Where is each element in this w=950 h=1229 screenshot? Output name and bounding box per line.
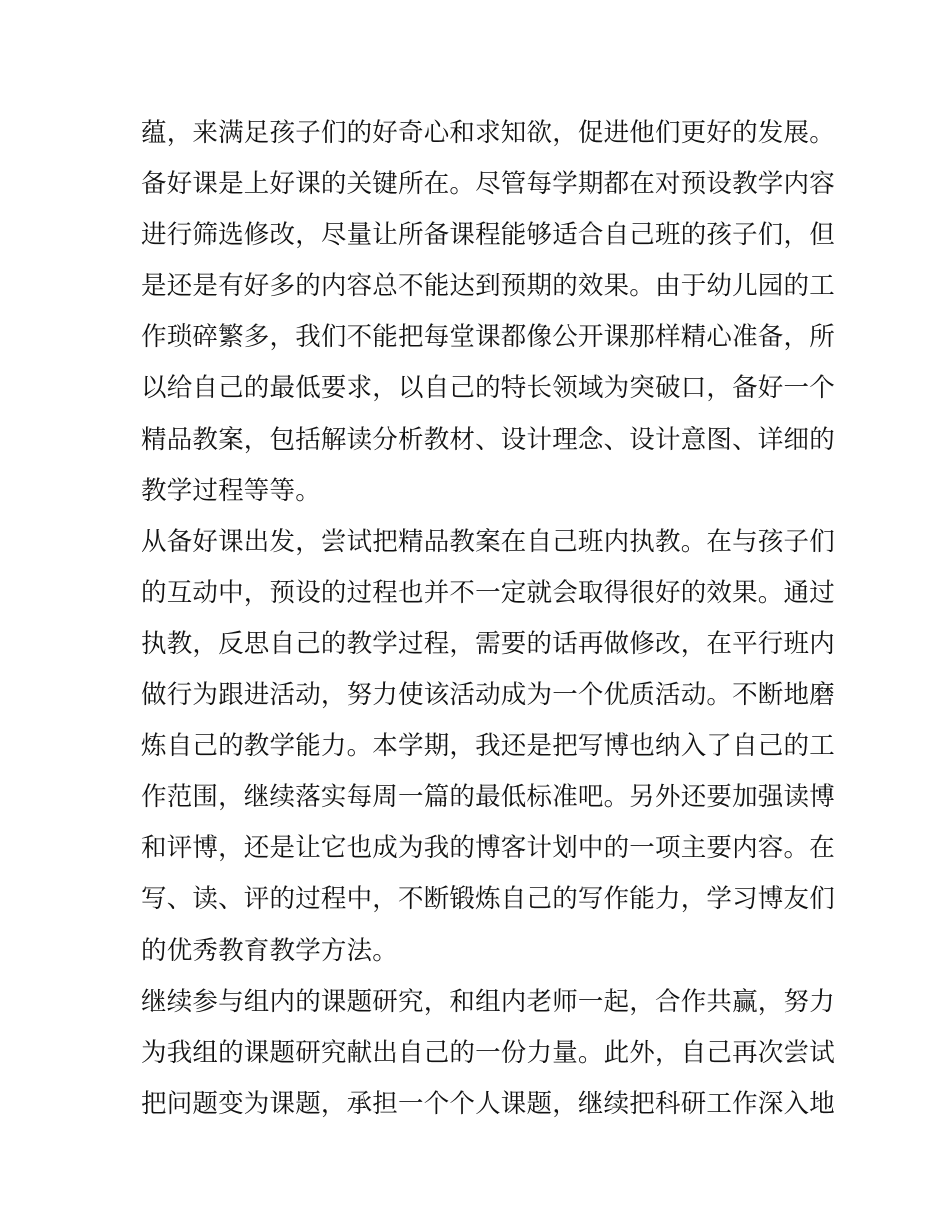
text-line: 蕴，来满足孩子们的好奇心和求知欲，促进他们更好的发展。: [141, 118, 835, 148]
body-text: [141, 108, 835, 1130]
text-line: 教学过程等等。: [141, 475, 321, 506]
text-line: 执教，反思自己的教学过程，需要的话再做修改，在平行班内: [141, 628, 835, 659]
text-line: 炼自己的教学能力。本学期，我还是把写博也纳入了自己的工: [141, 731, 835, 762]
text-line: 和评博，还是让它也成为我的博客计划中的一项主要内容。在: [141, 833, 835, 864]
text-line: 精品教案，包括解读分析教材、设计理念、设计意图、详细的: [141, 424, 835, 455]
text-line: 的优秀教育教学方法。: [141, 935, 399, 966]
text-line: 写、读、评的过程中，不断锻炼自己的写作能力，学习博友们: [141, 884, 835, 915]
text-line: 进行筛选修改，尽量让所备课程能够适合自己班的孩子们，但: [141, 220, 835, 251]
text-line: 以给自己的最低要求，以自己的特长领域为突破口，备好一个: [141, 373, 835, 404]
text-line: 备好课是上好课的关键所在。尽管每学期都在对预设教学内容: [141, 169, 835, 200]
text-line: 继续参与组内的课题研究，和组内老师一起，合作共赢，努力: [141, 986, 835, 1017]
text-line: 是还是有好多的内容总不能达到预期的效果。由于幼儿园的工: [141, 271, 835, 302]
text-line: 的互动中，预设的过程也并不一定就会取得很好的效果。通过: [141, 577, 835, 608]
text-line: 作琐碎繁多，我们不能把每堂课都像公开课那样精心准备，所: [141, 322, 835, 353]
text-line: 为我组的课题研究献出自己的一份力量。此外，自己再次尝试: [141, 1037, 835, 1068]
text-line: 做行为跟进活动，努力使该活动成为一个优质活动。不断地磨: [141, 680, 835, 711]
text-line: 把问题变为课题，承担一个个人课题，继续把科研工作深入地: [141, 1088, 835, 1119]
text-line: 作范围，继续落实每周一篇的最低标准吧。另外还要加强读博: [141, 782, 835, 813]
text-line: 从备好课出发，尝试把精品教案在自己班内执教。在与孩子们: [141, 526, 835, 557]
